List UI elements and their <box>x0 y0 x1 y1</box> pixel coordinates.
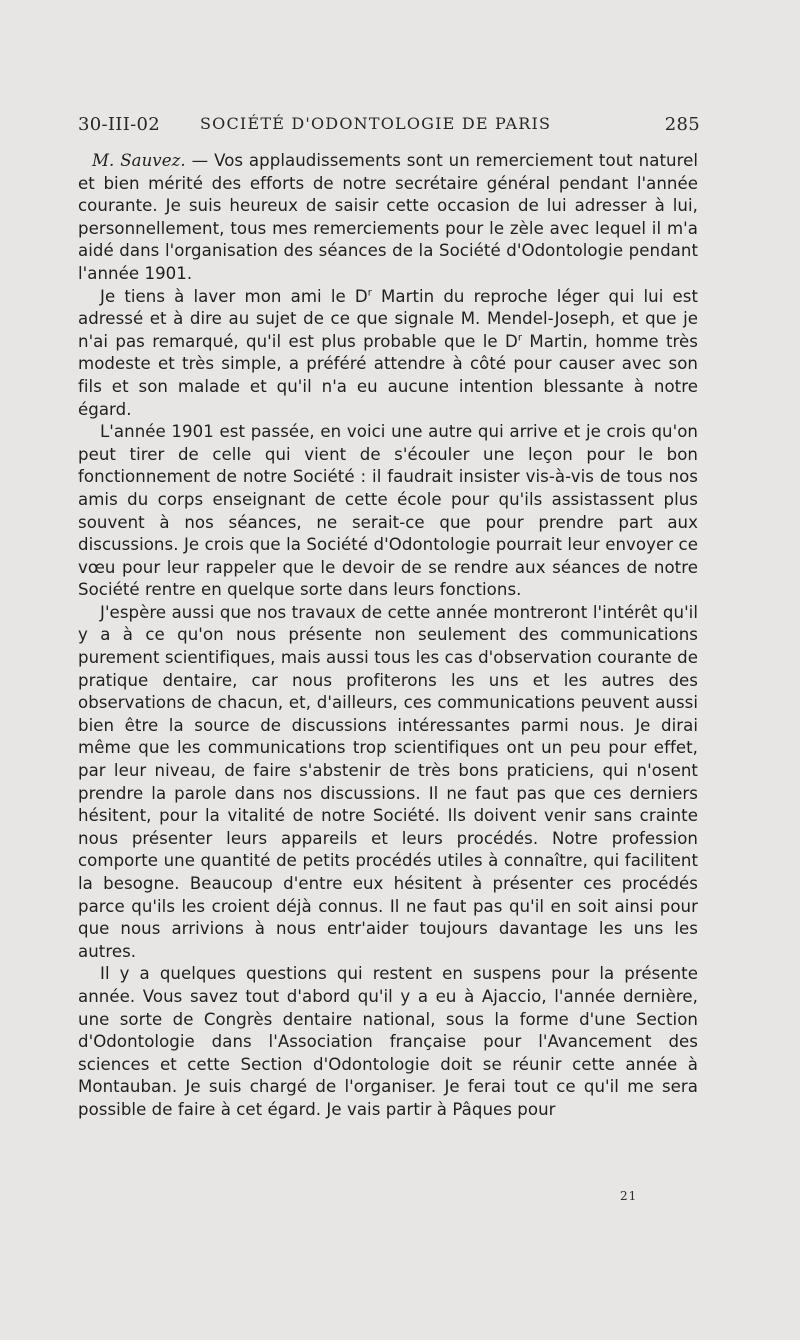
paragraph-2 <box>78 286 698 422</box>
paragraph-1 <box>78 150 698 286</box>
printer-signature: 21 <box>620 1189 638 1203</box>
paragraph-3: L'année 1901 est passée, en voici une autre qui arrive et je crois qu'on peut tirer de celle qui vient de s'écouler une leçon pour le bon fonctionnement de notre Société : il faudrait insister vis-à-vis de tous nos amis du corps enseignant de cette école pour qu'ils assistassent plus souvent à nos séances, ne serait-ce que pour prendre part aux discussions. Je crois que la Société d'Odontologie pourrait leur envoyer ce vœu pour leur rappeler que le devoir de se rendre aux séances de notre Société rentre en quelque sorte dans leurs fonctions. <box>78 422 698 600</box>
paragraph-1-text: — Vos applaudissements sont un remerciement tout naturel et bien mérité des efforts de notre secrétaire général pendant l'année courante. Je suis heureux de saisir cette occasion de lui adresser à lui, personnellement, tous mes remerciements pour le zèle avec lequel il m'a aidé dans l'organisation des séances de la Société d'Odontologie pendant l'année 1901. <box>78 151 699 283</box>
page-body <box>78 150 698 1122</box>
page-number: 285 <box>664 114 700 135</box>
speaker-name: M. Sauvez. <box>92 151 186 170</box>
journal-title: SOCIÉTÉ D'ODONTOLOGIE DE PARIS <box>200 114 552 133</box>
running-header <box>78 114 700 142</box>
paragraph-2-part-c: Martin, homme très modeste et très simple, a préféré attendre à côté pour causer avec son fils et son malade et qu'il n'a eu aucune intention blessante à notre égard. <box>78 331 699 419</box>
paragraph-4: J'espère aussi que nos travaux de cette année montreront l'intérêt qu'il y a à ce qu'on nous présente non seulement des communications purement scientifiques, mais aussi tous les cas d'observation courante de pratique dentaire, car nous profiterons les uns et les autres des observations de chacun, et, d'ailleurs, ces communications peuvent aussi bien être la source de discussions intéressantes parmi nous. Je dirai même que les communications trop scientifiques ont un peu pour effet, par leur niveau, de faire s'abstenir de très bons praticiens, qui n'osent prendre la parole dans nos discussions. Il ne faut pas que ces derniers hésitent, pour la vitalité de notre Société. Ils doivent venir sans crainte nous présenter leurs appareils et leurs procédés. Notre profession comporte une quantité de petits procédés utiles à connaître, qui facilitent la besogne. Beaucoup d'entre eux hésitent à présenter ces procédés parce qu'ils les croient déjà connus. Il ne faut pas qu'il en soit ainsi pour que nous arrivions à nous entr'aider toujours davantage les uns les autres. <box>78 602 698 961</box>
paragraph-2-part-a: Je tiens à laver mon ami le D <box>100 286 368 306</box>
paragraph-5: Il y a quelques questions qui restent en suspens pour la présente année. Vous savez tout d'abord qu'il y a eu à Ajaccio, l'année dernière, une sorte de Congrès dentaire national, sous la forme d'une Section d'Odontologie dans l'Association française pour l'Avancement des sciences et cette Section d'Odontologie doit se réunir cette année à Montauban. Je suis chargé de l'organiser. Je ferai tout ce qu'il me sera possible de faire à cet égard. Je vais partir à Pâques pour <box>78 964 698 1119</box>
doctor-superscript-b: r <box>517 332 522 344</box>
paragraph-2-part-b: Martin du reproche léger qui lui est adressé et à dire au sujet de ce que signale M. Mendel-Joseph, et que je n'ai pas remarqué, qu'il est plus probable que le D <box>78 286 698 351</box>
doctor-superscript-a: r <box>367 287 372 299</box>
session-date: 30-III-02 <box>78 114 161 135</box>
